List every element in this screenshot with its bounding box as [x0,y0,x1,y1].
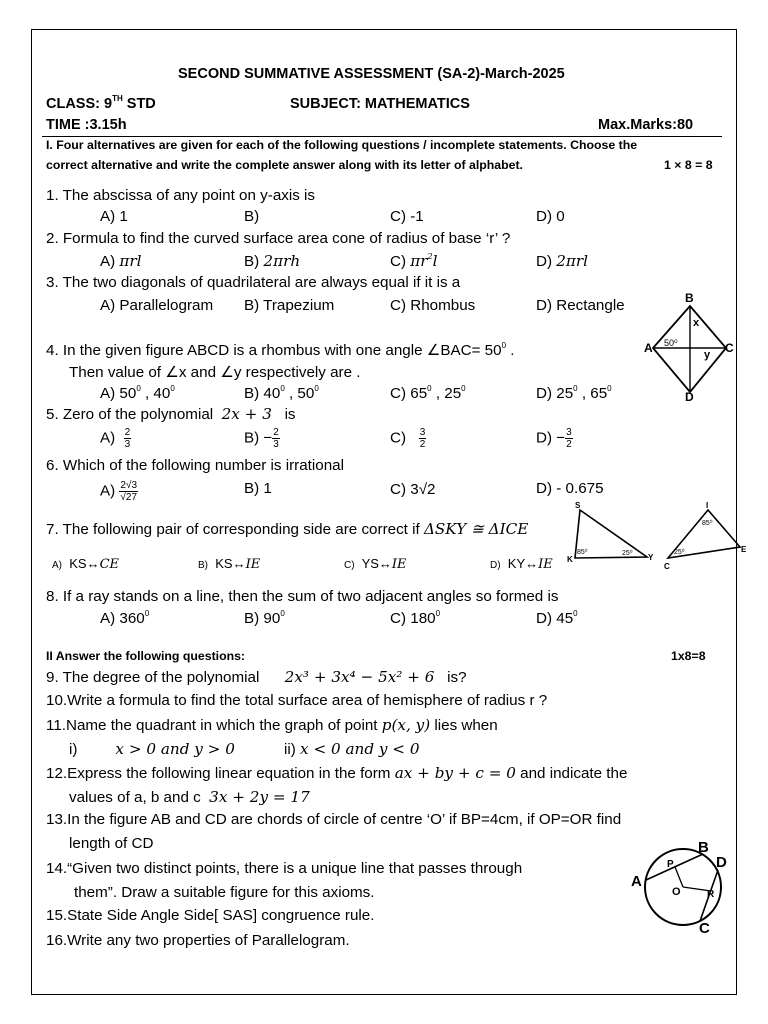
q14-line1: 14.“Given two distinct points, there is a unique line that passes through [46,860,523,877]
q5-option-b: B) − $\frac{2}{3}$ [244,427,279,450]
circle-figure [625,835,735,940]
q3-option-b: B) Trapezium [244,297,335,314]
class-label: CLASS: 9TH STD [46,94,156,112]
rhombus-label-x: x [693,317,700,329]
q14-line2: them”. Draw a suitable figure for this axioms. [74,884,375,901]
triangle-sky-label-s: S [575,501,581,510]
q4-text: 4. In the given figure ABCD is a rhombus with one angle ∠BAC= $50^0$ . [46,341,515,359]
circle-label-o: O [672,886,681,898]
q5-option-c: C) $\frac{3}{2}$ [390,427,426,450]
q7-text: 7. The following pair of corresponding side are correct if ΔSKY ≅ ΔICE [46,520,529,538]
triangle-ice-angle-c: 25⁰ [674,549,685,556]
triangle-sky-label-y: Y [648,553,654,562]
section1-marks: 1 × 8 = 8 [664,158,713,172]
q12-line2: values of a, b and c 3x + 2y = 17 [69,788,310,806]
time-label: TIME :3.15h [46,117,127,133]
q11-part-ii: ii) x < 0 and y < 0 [284,740,420,758]
q7-option-c: C) YS↔IE [344,556,407,572]
rhombus-angle: 50⁰ [664,338,678,348]
q13-line2: length of CD [69,835,154,852]
subject-label: SUBJECT: MATHEMATICS [290,96,470,112]
q6-option-c: C) 3√2 [390,481,436,498]
q5-text: 5. Zero of the polynomial 2x + 3 is [46,405,296,423]
circle-label-r: R [707,889,715,900]
q2-option-a: A) πrl [100,252,142,270]
q6-option-b: B) 1 [244,480,272,497]
q1-option-c: C) -1 [390,208,424,225]
triangle-sky-label-k: K [567,555,573,564]
circle-label-b: B [698,839,709,856]
rhombus-label-d: D [685,390,694,402]
q7-option-d: D) KY↔IE [490,556,553,572]
q1-option-d: D) 0 [536,208,565,225]
q3-text: 3. The two diagonals of quadrilateral are always equal if it is a [46,274,461,291]
q4-option-b: B) $40^0$ , $50^0$ [244,384,319,402]
q8-text: 8. If a ray stands on a line, then the sum of two adjacent angles so formed is [46,588,559,605]
q8-option-c: C) $180^0$ [390,609,441,627]
triangle-sky-angle-k: 85⁰ [577,549,588,556]
q7-option-b: B) KS↔IE [198,556,261,572]
max-marks: Max.Marks:80 [598,117,694,133]
q9-text: 9. The degree of the polynomial 2x³ + 3x⁴ − 5x² + 6 is? [46,668,467,686]
section1-instructions-line2: correct alternative and write the complete answer along with its letter of alphabet. [46,158,523,172]
q5-option-d: D) − $\frac{3}{2}$ [536,427,572,450]
q7-option-a: A) KS↔CE [52,556,120,572]
q6-option-a: A) $\frac{2√3}{√27}$ [100,480,138,503]
q4-option-c: C) $65^0$ , $25^0$ [390,384,466,402]
triangle-ice-angle-i: 85⁰ [702,520,713,527]
circle-label-a: A [631,873,642,890]
rhombus-label-y: y [704,349,711,361]
rhombus-label-c: C [725,341,734,355]
header-divider [42,136,722,137]
q12-text: 12.Express the following linear equation in the form ax + by + c = 0 and indicate the [46,764,628,782]
section1-instructions-line1: I. Four alternatives are given for each of the following questions / incomplete statements. Choose the [46,138,638,152]
triangle-ice-label-e: E [741,545,747,554]
q4-option-d: D) $25^0$ , $65^0$ [536,384,612,402]
q4-line2: Then value of ∠x and ∠y respectively are . [69,364,361,381]
q6-text: 6. Which of the following number is irrational [46,457,344,474]
q1-option-a: A) 1 [100,208,128,225]
q1-text: 1. The abscissa of any point on y-axis is [46,187,316,204]
rhombus-label-a: A [644,341,653,355]
q8-option-a: A) $360^0$ [100,609,150,627]
q4-option-a: A) $50^0$ , $40^0$ [100,384,175,402]
triangle-ice-label-c: C [664,562,670,570]
q11-part-i: i) x > 0 and y > 0 [69,740,235,758]
triangle-ice-figure [660,500,750,570]
q2-option-c: C) $\pi r^2l$ [390,252,438,270]
q13-line1: 13.In the figure AB and CD are chords of circle of centre ‘O’ if BP=4cm, if OP=OR find [46,811,622,828]
q3-option-c: C) Rhombus [390,297,476,314]
triangle-ice-label-i: I [706,501,709,510]
q11-text: 11.Name the quadrant in which the graph of point p(x, y) lies when [46,716,498,734]
q8-option-d: D) $45^0$ [536,609,578,627]
triangle-sky-figure [565,500,655,570]
q3-option-a: A) Parallelogram [100,297,214,314]
rhombus-figure [640,290,736,402]
q5-option-a: A) $\frac{2}{3}$ [100,427,131,450]
q2-option-d: D) 2πrl [536,252,589,270]
q2-text: 2. Formula to find the curved surface area cone of radius of base ‘r’ ? [46,230,511,247]
q15-text: 15.State Side Angle Side[ SAS] congruence rule. [46,907,375,924]
q6-option-d: D) - 0.675 [536,480,604,497]
q8-option-b: B) $90^0$ [244,609,285,627]
circle-label-d: D [716,854,727,871]
q3-option-d: D) Rectangle [536,297,625,314]
circle-label-c: C [699,920,710,937]
circle-label-p: P [667,859,674,870]
section2-heading: II Answer the following questions: [46,649,246,663]
triangle-sky-angle-y: 25⁰ [622,550,633,557]
q1-option-b: B) [244,208,260,225]
section2-marks: 1x8=8 [671,649,706,663]
exam-title: SECOND SUMMATIVE ASSESSMENT (SA-2)-March-2025 [178,66,565,82]
q2-option-b: B) 2πrh [244,252,301,270]
q16-text: 16.Write any two properties of Parallelogram. [46,932,350,949]
rhombus-label-b: B [685,291,694,305]
q10-text: 10.Write a formula to find the total surface area of hemisphere of radius r ? [46,692,548,709]
